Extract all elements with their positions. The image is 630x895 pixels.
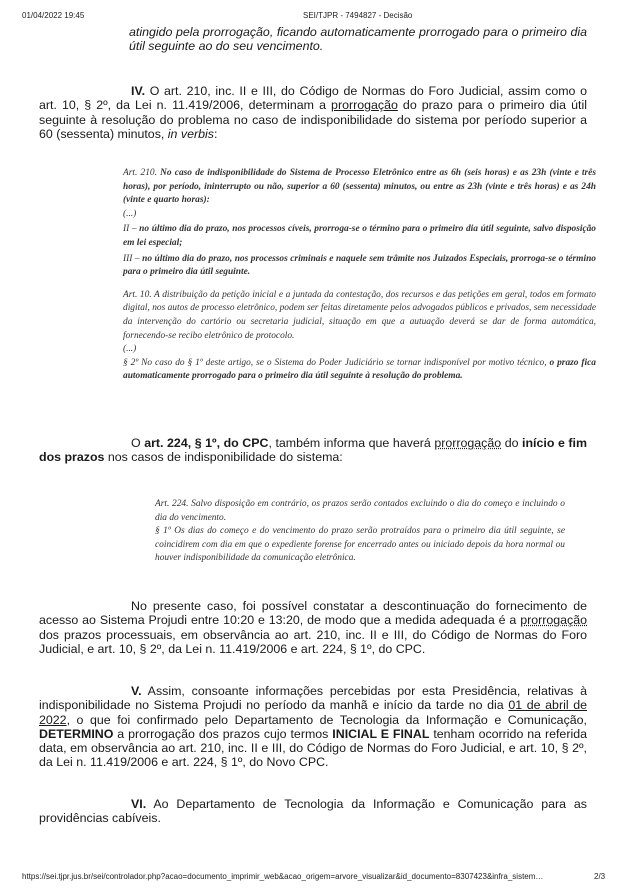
legal-quote-art-224 <box>155 498 565 566</box>
quote-inciso-ii-bold: no último dia do prazo, nos processos cíveis, prorroga-se o término para o primeiro dia útil seguinte, salvo disposição em lei especial; <box>123 224 596 248</box>
quote-paragraph-2 <box>123 357 596 384</box>
section-v-text-1: Assim, consoante informações percebidas por esta Presidência, relativas à indisponibilidade no Sistema Projudi no período da manhã e início da tarde no dia <box>39 684 587 713</box>
quote-paragraph-2-bold: o prazo fica automaticamente prorrogado para o primeiro dia útil seguinte à resolução do problema. <box>123 357 596 382</box>
page-number: 2/3 <box>594 872 606 881</box>
continuation-paragraph: atingido pela prorrogação, ficando automaticamente prorrogado para o primeiro dia útil seguinte ao do seu vencimento. <box>129 25 587 54</box>
determino-bold: DETERMINO <box>39 726 114 741</box>
quote-ellipsis-1: (...) <box>123 208 137 219</box>
quote-paragraph-2-prefix: § 2º No caso do § 1º deste artigo, se o Sistema do Poder Judiciário se tornar indisponível por motivo técnico, <box>123 357 550 368</box>
quote-ellipsis-2: (...) <box>123 344 137 355</box>
in-verbis: in verbis <box>167 126 214 141</box>
legal-quote-art-210 <box>123 167 596 384</box>
quote-art-224-paragraph-1: § 1º Os dias do começo e do vencimento do prazo serão protraídos para o primeiro dia útil seguinte, se coincidirem com dia em que o expediente forense for encerrado antes ou iniciado depois da hora normal ou houver indisponibilidade da comunicação eletrônica. <box>155 526 565 564</box>
section-vi-text-1: Ao Departamento de Tecnologia da Informação e Comunicação para as providências cabíveis. <box>39 797 587 826</box>
case-paragraph <box>39 599 587 656</box>
case-text-2: dos prazos processuais, em observância ao art. 210, inc. II e III, do Código de Normas do Foro Judicial, e art. 10, § 2º, da Lei n. 11.419/2006 e art. 224, § 1º, do CPC. <box>39 627 587 656</box>
document-title: SEI/TJPR - 7494827 - Decisão <box>303 11 413 20</box>
section-v-paragraph <box>39 684 587 770</box>
footer-url: https://sei.tjpr.jus.br/sei/controlador.php?acao=documento_imprimir_web&acao_origem=arvore_visualizar&id_documento=8307423&infra_sistem… <box>22 872 544 881</box>
prorrogacao-word: prorrogação <box>520 613 587 628</box>
section-vi-paragraph <box>39 797 587 826</box>
section-iv-text-2: do prazo para o primeiro dia útil seguinte à resolução do problema no caso de indisponibilidade do sistema por período superior a 60 (sessenta) minutos, <box>39 98 587 141</box>
section-iv-text-1: O art. 210, inc. II e III, do Código de Normas do Foro Judicial, assim como o art. 10, § 2º, da Lei n. 11.419/2006, determinam a <box>39 84 587 113</box>
quote-inciso-ii <box>123 223 596 250</box>
cpc-text-3: do <box>501 436 523 450</box>
cpc-text-2: , também informa que haverá <box>268 436 435 450</box>
prorrogacao-word: prorrogação <box>331 98 398 113</box>
quote-art-210-prefix: Art. 210. <box>123 168 161 178</box>
section-v-number: V. <box>131 684 142 698</box>
prorrogacao-word: prorrogação <box>434 436 502 450</box>
print-datetime: 01/04/2022 19:45 <box>22 11 85 20</box>
section-iv-paragraph <box>39 84 587 141</box>
cpc-text-1: O <box>131 436 145 450</box>
section-v-date: 01 de abril de 2022 <box>39 698 588 727</box>
inicial-final-bold: INICIAL E FINAL <box>332 726 430 741</box>
quote-inciso-iii <box>123 253 596 280</box>
cpc-article-bold: art. 224, § 1º, do CPC <box>144 436 269 450</box>
section-v-text-2: , o que foi confirmado pelo Departamento de Tecnologia da Informação e Comunicação, <box>66 712 587 727</box>
quote-art-10: Art. 10. A distribuição da petição inicial e a juntada da contestação, dos recursos e das petições em geral, todos em formato digital, nos autos de processo eletrônico, podem ser feitas diretamente pelos advogados públicos e privados, sem necessidade da intervenção do cartório ou secretaria judicial, situação em que a autuação deverá se dar de forma automática, fornecendo-se recibo eletrônico de protocolo. <box>123 289 596 341</box>
quote-inciso-iii-prefix: III – <box>123 253 143 264</box>
section-v-text-3: a prorrogação dos prazos cujo termos <box>113 726 333 741</box>
case-text-1: No presente caso, foi possível constatar a descontinuação do fornecimento de acesso ao Sistema Projudi entre 10:20 e 13:20, de modo que a medida adequada é a <box>39 599 587 628</box>
quote-art-210 <box>123 167 596 208</box>
section-vi-number: VI. <box>131 797 147 811</box>
quote-art-210-bold: No caso de indisponibilidade do Sistema de Processo Eletrônico entre as 6h (seis horas) e as 23h (vinte e três horas), por período, ininterrupto ou não, superior a 60 (sessenta) minutos, ou entre as 23h (vinte e três horas) e as 24h (vinte e quarto horas): <box>123 168 596 206</box>
cpc-text-4: nos casos de indisponibilidade do sistema: <box>104 450 343 465</box>
section-v-text-4: tenham ocorrido na referida data, em observância ao art. 210, inc. II e III, do Código de Normas do Foro Judicial, e art. 10, § 2º, da Lei n. 11.419/2006 e art. 224, § 1º, do Novo CPC. <box>39 726 587 770</box>
section-iv-number: IV. <box>131 84 146 98</box>
quote-inciso-iii-bold: no último dia do prazo, nos processos criminais e naquele sem trâmite nos Juizados Especiais, prorroga-se o término para o primeiro dia útil seguinte. <box>123 253 596 278</box>
cpc-deadlines-bold: início e fim dos prazos <box>39 436 587 465</box>
quote-art-224: Art. 224. Salvo disposição em contrário, os prazos serão contados excluindo o dia do começo e incluindo o dia do vencimento. <box>155 499 565 523</box>
quote-inciso-ii-prefix: II – <box>123 224 140 235</box>
section-iv-text-3: : <box>213 126 218 141</box>
cpc-paragraph <box>39 436 587 465</box>
